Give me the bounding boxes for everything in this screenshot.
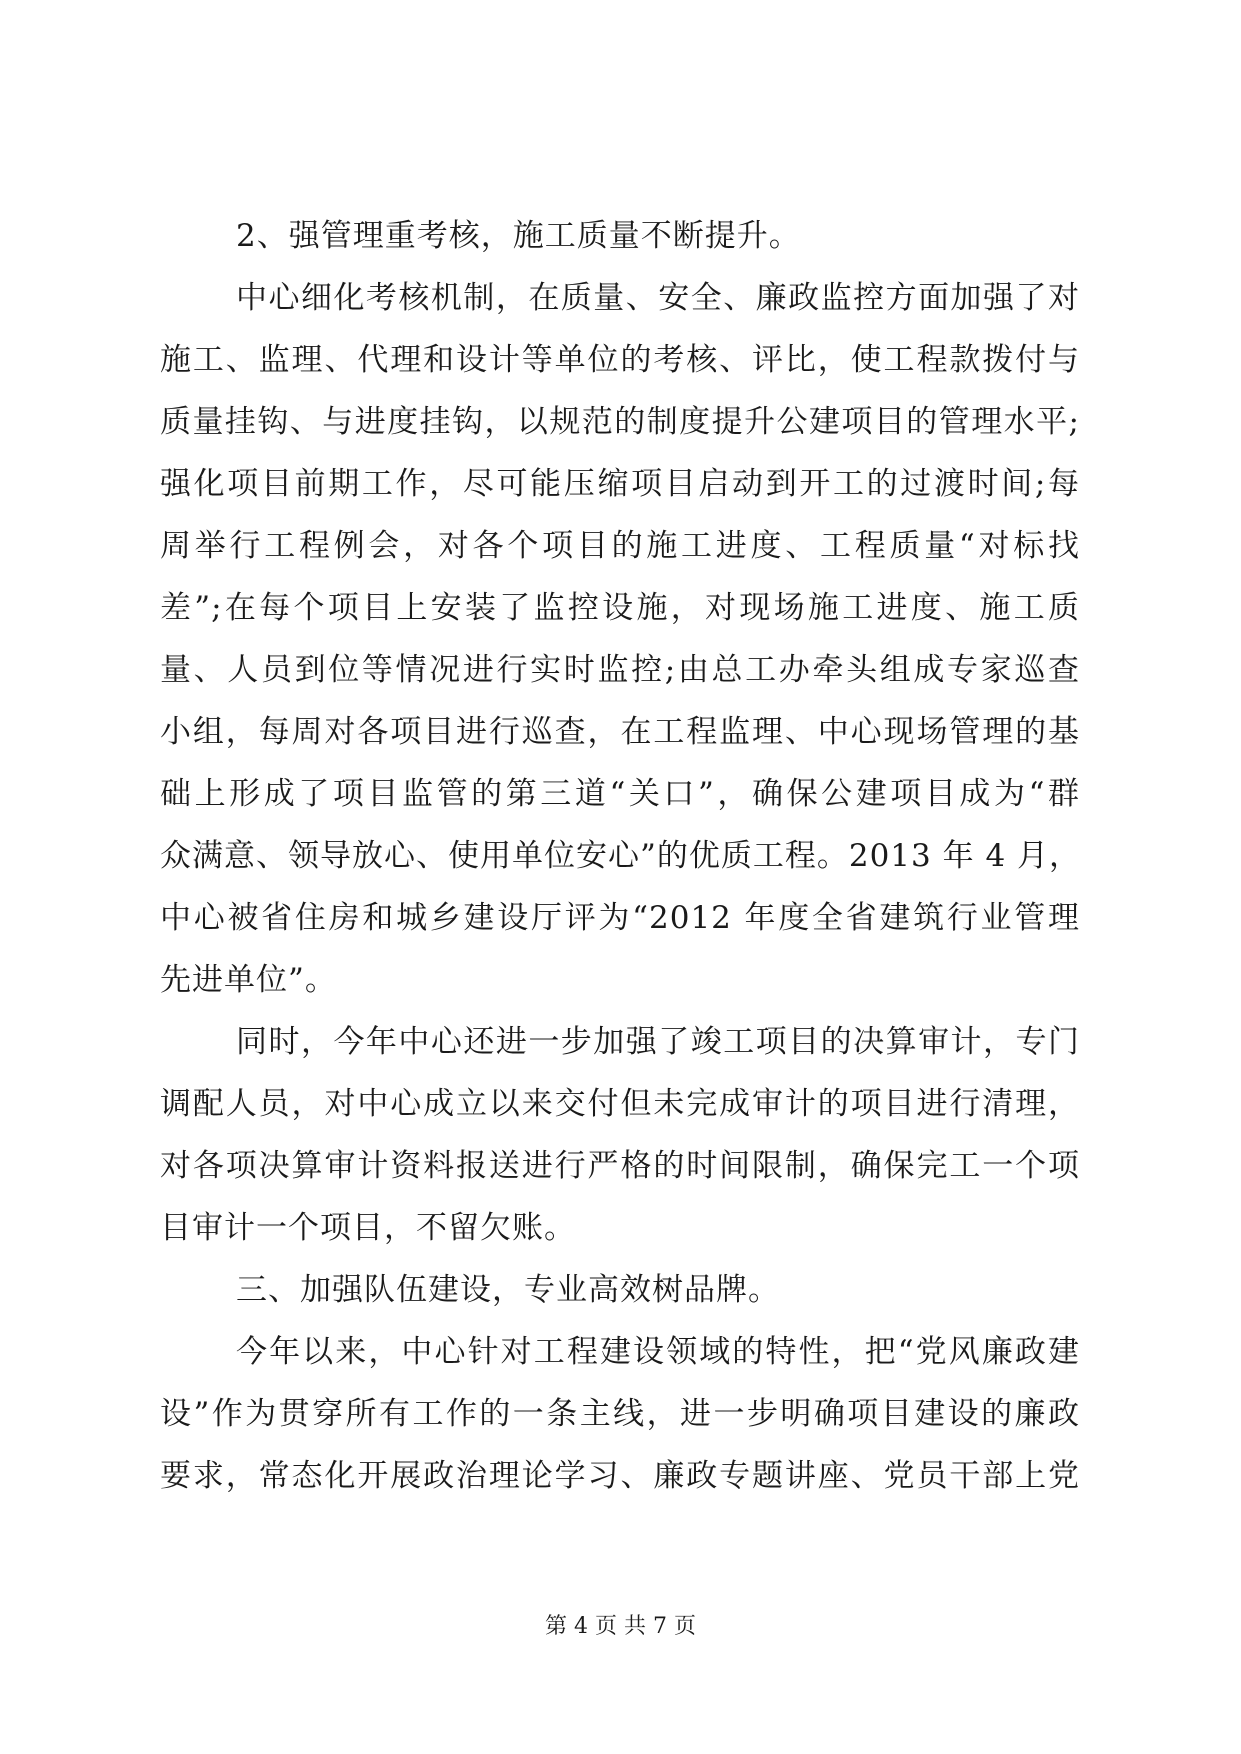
text-line: 质量挂钩、与进度挂钩，以规范的制度提升公建项目的管理水平; <box>160 404 1080 440</box>
text-line: 施工、监理、代理和设计等单位的考核、评比，使工程款拨付与 <box>160 342 1080 378</box>
text-line: 差”;在每个项目上安装了监控设施，对现场施工进度、施工质 <box>160 590 1080 626</box>
text-line: 中心被省住房和城乡建设厅评为“2012 年度全省建筑行业管理 <box>160 900 1080 936</box>
text-line: 同时，今年中心还进一步加强了竣工项目的决算审计，专门 <box>236 1024 1080 1060</box>
text-line: 量、人员到位等情况进行实时监控;由总工办牵头组成专家巡查 <box>160 652 1080 688</box>
text-line: 今年以来，中心针对工程建设领域的特性，把“党风廉政建 <box>236 1334 1080 1370</box>
text-line: 础上形成了项目监管的第三道“关口”，确保公建项目成为“群 <box>160 776 1080 812</box>
text-line: 周举行工程例会，对各个项目的施工进度、工程质量“对标找 <box>160 528 1080 564</box>
paragraph-assessment <box>160 267 1080 1011</box>
text-line: 强化项目前期工作，尽可能压缩项目启动到开工的过渡时间;每 <box>160 466 1080 502</box>
section-heading-2 <box>160 205 1080 267</box>
text-line: 先进单位”。 <box>160 962 337 998</box>
text-line: 设”作为贯穿所有工作的一条主线，进一步明确项目建设的廉政 <box>160 1396 1080 1432</box>
text-line: 中心细化考核机制，在质量、安全、廉政监控方面加强了对 <box>236 280 1080 316</box>
text-line: 小组，每周对各项目进行巡查，在工程监理、中心现场管理的基 <box>160 714 1080 750</box>
text-line: 2、强管理重考核，施工质量不断提升。 <box>236 218 801 254</box>
text-line: 调配人员，对中心成立以来交付但未完成审计的项目进行清理， <box>160 1086 1080 1122</box>
text-line: 众满意、领导放心、使用单位安心”的优质工程。2013 年 4 月， <box>160 838 1082 874</box>
document-body <box>160 205 1080 1507</box>
section-heading-3 <box>160 1259 1080 1321</box>
page-number-footer: 第 4 页 共 7 页 <box>545 1614 696 1639</box>
paragraph-team <box>160 1321 1080 1507</box>
text-line: 要求，常态化开展政治理论学习、廉政专题讲座、党员干部上党 <box>160 1458 1080 1494</box>
text-line: 三、加强队伍建设，专业高效树品牌。 <box>236 1272 780 1308</box>
paragraph-audit <box>160 1011 1080 1259</box>
text-line: 目审计一个项目，不留欠账。 <box>160 1210 576 1246</box>
text-line: 对各项决算审计资料报送进行严格的时间限制，确保完工一个项 <box>160 1148 1080 1184</box>
